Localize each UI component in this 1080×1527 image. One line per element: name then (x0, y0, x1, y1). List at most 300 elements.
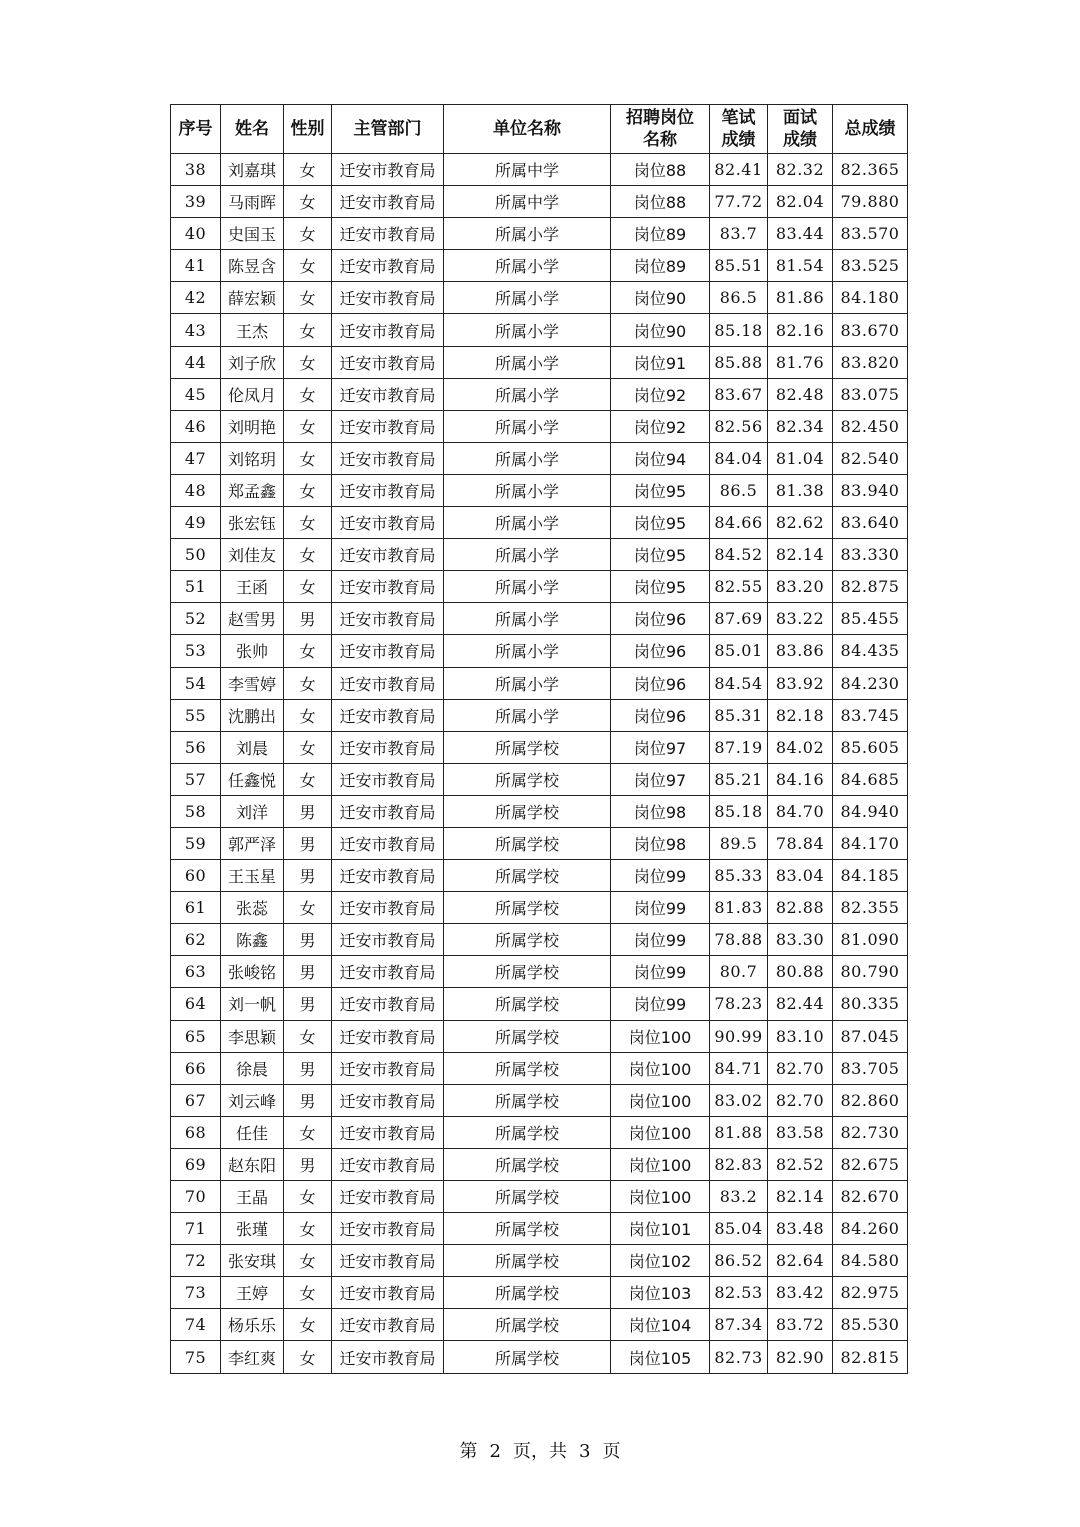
cell-dept: 迁安市教育局 (332, 1181, 444, 1213)
cell-unit: 所属学校 (444, 1213, 611, 1245)
table-row (171, 378, 908, 410)
cell-unit: 所属小学 (444, 218, 611, 250)
cell-written: 85.04 (710, 1213, 768, 1245)
cell-name: 刘洋 (221, 795, 284, 827)
cell-total: 83.525 (833, 250, 908, 282)
cell-dept: 迁安市教育局 (332, 410, 444, 442)
cell-written: 86.5 (710, 282, 768, 314)
table-row (171, 699, 908, 731)
cell-total: 80.335 (833, 988, 908, 1020)
cell-interview: 82.32 (768, 154, 833, 186)
cell-seq: 70 (171, 1181, 221, 1213)
cell-interview: 83.58 (768, 1116, 833, 1148)
cell-post: 岗位89 (611, 250, 710, 282)
cell-total: 83.705 (833, 1052, 908, 1084)
cell-gender: 女 (284, 282, 332, 314)
cell-written: 85.88 (710, 346, 768, 378)
cell-written: 81.83 (710, 892, 768, 924)
cell-post: 岗位99 (611, 892, 710, 924)
cell-interview: 82.16 (768, 314, 833, 346)
header-interview-line1: 面试 (783, 108, 817, 128)
cell-dept: 迁安市教育局 (332, 1341, 444, 1373)
table-row (171, 507, 908, 539)
cell-interview: 82.44 (768, 988, 833, 1020)
cell-interview: 83.10 (768, 1020, 833, 1052)
cell-gender: 男 (284, 1052, 332, 1084)
cell-written: 89.5 (710, 827, 768, 859)
cell-seq: 72 (171, 1245, 221, 1277)
table-body (171, 154, 908, 1374)
cell-seq: 74 (171, 1309, 221, 1341)
cell-unit: 所属小学 (444, 474, 611, 506)
table-row (171, 603, 908, 635)
cell-gender: 女 (284, 1341, 332, 1373)
header-row (171, 105, 908, 154)
cell-written: 85.18 (710, 314, 768, 346)
cell-dept: 迁安市教育局 (332, 1277, 444, 1309)
cell-unit: 所属学校 (444, 763, 611, 795)
cell-written: 83.02 (710, 1084, 768, 1116)
table-row (171, 282, 908, 314)
cell-post: 岗位88 (611, 186, 710, 218)
cell-written: 82.83 (710, 1148, 768, 1180)
cell-name: 刘一帆 (221, 988, 284, 1020)
cell-interview: 83.22 (768, 603, 833, 635)
cell-total: 84.435 (833, 635, 908, 667)
footer-page-number: 2 (489, 1441, 501, 1462)
cell-interview: 82.48 (768, 378, 833, 410)
cell-name: 陈鑫 (221, 924, 284, 956)
cell-gender: 女 (284, 1277, 332, 1309)
cell-seq: 69 (171, 1148, 221, 1180)
cell-dept: 迁安市教育局 (332, 795, 444, 827)
cell-post: 岗位90 (611, 282, 710, 314)
cell-post: 岗位97 (611, 763, 710, 795)
cell-total: 83.745 (833, 699, 908, 731)
cell-gender: 女 (284, 218, 332, 250)
cell-seq: 75 (171, 1341, 221, 1373)
cell-gender: 男 (284, 956, 332, 988)
table-row (171, 860, 908, 892)
cell-dept: 迁安市教育局 (332, 218, 444, 250)
cell-total: 82.730 (833, 1116, 908, 1148)
cell-dept: 迁安市教育局 (332, 924, 444, 956)
cell-gender: 女 (284, 731, 332, 763)
table-row (171, 1084, 908, 1116)
cell-total: 80.790 (833, 956, 908, 988)
cell-dept: 迁安市教育局 (332, 635, 444, 667)
cell-post: 岗位89 (611, 218, 710, 250)
cell-interview: 82.90 (768, 1341, 833, 1373)
table-row (171, 1245, 908, 1277)
cell-seq: 64 (171, 988, 221, 1020)
cell-unit: 所属小学 (444, 603, 611, 635)
table-row (171, 731, 908, 763)
cell-name: 张蕊 (221, 892, 284, 924)
cell-gender: 女 (284, 442, 332, 474)
cell-written: 87.69 (710, 603, 768, 635)
cell-written: 82.53 (710, 1277, 768, 1309)
cell-unit: 所属中学 (444, 154, 611, 186)
cell-unit: 所属学校 (444, 860, 611, 892)
cell-seq: 67 (171, 1084, 221, 1116)
cell-written: 84.66 (710, 507, 768, 539)
table-row (171, 892, 908, 924)
cell-interview: 82.14 (768, 1181, 833, 1213)
table-row (171, 1020, 908, 1052)
header-post-line1: 招聘岗位 (626, 108, 694, 128)
cell-dept: 迁安市教育局 (332, 378, 444, 410)
cell-written: 84.52 (710, 539, 768, 571)
table-row (171, 410, 908, 442)
cell-gender: 女 (284, 1181, 332, 1213)
cell-name: 郭严泽 (221, 827, 284, 859)
cell-dept: 迁安市教育局 (332, 988, 444, 1020)
cell-dept: 迁安市教育局 (332, 860, 444, 892)
cell-gender: 女 (284, 474, 332, 506)
cell-gender: 男 (284, 603, 332, 635)
cell-written: 82.73 (710, 1341, 768, 1373)
cell-post: 岗位99 (611, 860, 710, 892)
cell-post: 岗位97 (611, 731, 710, 763)
cell-total: 85.530 (833, 1309, 908, 1341)
cell-total: 82.875 (833, 571, 908, 603)
cell-interview: 81.38 (768, 474, 833, 506)
cell-name: 徐晨 (221, 1052, 284, 1084)
cell-gender: 女 (284, 763, 332, 795)
cell-post: 岗位95 (611, 571, 710, 603)
cell-name: 刘子欣 (221, 346, 284, 378)
cell-total: 82.450 (833, 410, 908, 442)
cell-seq: 61 (171, 892, 221, 924)
cell-gender: 女 (284, 539, 332, 571)
cell-post: 岗位98 (611, 795, 710, 827)
footer-mid: 页，共 (513, 1441, 567, 1462)
cell-post: 岗位99 (611, 924, 710, 956)
cell-written: 85.31 (710, 699, 768, 731)
cell-written: 90.99 (710, 1020, 768, 1052)
cell-written: 85.33 (710, 860, 768, 892)
cell-total: 84.260 (833, 1213, 908, 1245)
table-row (171, 1181, 908, 1213)
cell-post: 岗位95 (611, 507, 710, 539)
cell-name: 刘晨 (221, 731, 284, 763)
cell-gender: 女 (284, 154, 332, 186)
cell-interview: 83.86 (768, 635, 833, 667)
cell-dept: 迁安市教育局 (332, 154, 444, 186)
cell-post: 岗位99 (611, 988, 710, 1020)
cell-unit: 所属学校 (444, 1309, 611, 1341)
header-seq: 序号 (171, 105, 221, 154)
header-name: 姓名 (221, 105, 284, 154)
cell-written: 86.5 (710, 474, 768, 506)
header-post-line2: 名称 (643, 130, 677, 150)
cell-dept: 迁安市教育局 (332, 1213, 444, 1245)
cell-name: 刘云峰 (221, 1084, 284, 1116)
cell-total: 83.330 (833, 539, 908, 571)
cell-seq: 47 (171, 442, 221, 474)
cell-unit: 所属学校 (444, 1020, 611, 1052)
cell-seq: 54 (171, 667, 221, 699)
cell-total: 87.045 (833, 1020, 908, 1052)
cell-name: 张瑾 (221, 1213, 284, 1245)
cell-total: 83.820 (833, 346, 908, 378)
cell-post: 岗位100 (611, 1052, 710, 1084)
cell-interview: 84.16 (768, 763, 833, 795)
cell-unit: 所属小学 (444, 346, 611, 378)
cell-written: 87.19 (710, 731, 768, 763)
cell-dept: 迁安市教育局 (332, 571, 444, 603)
cell-name: 李雪婷 (221, 667, 284, 699)
cell-gender: 女 (284, 571, 332, 603)
cell-interview: 82.52 (768, 1148, 833, 1180)
cell-unit: 所属小学 (444, 410, 611, 442)
cell-name: 伦凤月 (221, 378, 284, 410)
cell-written: 85.01 (710, 635, 768, 667)
cell-unit: 所属小学 (444, 250, 611, 282)
cell-post: 岗位92 (611, 410, 710, 442)
cell-written: 81.88 (710, 1116, 768, 1148)
cell-written: 85.18 (710, 795, 768, 827)
cell-seq: 45 (171, 378, 221, 410)
table-row (171, 667, 908, 699)
cell-unit: 所属学校 (444, 1245, 611, 1277)
header-interview-line2: 成绩 (783, 130, 817, 150)
page-footer (0, 1437, 1080, 1463)
cell-post: 岗位96 (611, 635, 710, 667)
cell-unit: 所属学校 (444, 795, 611, 827)
cell-written: 85.21 (710, 763, 768, 795)
cell-interview: 82.34 (768, 410, 833, 442)
cell-seq: 66 (171, 1052, 221, 1084)
cell-dept: 迁安市教育局 (332, 314, 444, 346)
cell-gender: 男 (284, 795, 332, 827)
cell-post: 岗位100 (611, 1116, 710, 1148)
cell-dept: 迁安市教育局 (332, 346, 444, 378)
cell-gender: 女 (284, 699, 332, 731)
cell-seq: 39 (171, 186, 221, 218)
footer-total-pages: 3 (579, 1441, 591, 1462)
cell-unit: 所属小学 (444, 282, 611, 314)
table-row (171, 154, 908, 186)
results-table (170, 104, 908, 1374)
cell-gender: 女 (284, 186, 332, 218)
cell-post: 岗位100 (611, 1084, 710, 1116)
cell-unit: 所属小学 (444, 571, 611, 603)
cell-total: 82.815 (833, 1341, 908, 1373)
cell-total: 82.365 (833, 154, 908, 186)
cell-seq: 49 (171, 507, 221, 539)
cell-post: 岗位100 (611, 1148, 710, 1180)
cell-dept: 迁安市教育局 (332, 763, 444, 795)
cell-unit: 所属学校 (444, 1084, 611, 1116)
cell-dept: 迁安市教育局 (332, 539, 444, 571)
cell-post: 岗位91 (611, 346, 710, 378)
cell-name: 刘嘉琪 (221, 154, 284, 186)
cell-name: 王玉星 (221, 860, 284, 892)
cell-dept: 迁安市教育局 (332, 699, 444, 731)
cell-dept: 迁安市教育局 (332, 1245, 444, 1277)
cell-total: 84.685 (833, 763, 908, 795)
cell-post: 岗位102 (611, 1245, 710, 1277)
cell-interview: 83.04 (768, 860, 833, 892)
cell-interview: 83.72 (768, 1309, 833, 1341)
cell-dept: 迁安市教育局 (332, 1084, 444, 1116)
cell-dept: 迁安市教育局 (332, 186, 444, 218)
cell-seq: 38 (171, 154, 221, 186)
cell-name: 陈昱含 (221, 250, 284, 282)
cell-interview: 80.88 (768, 956, 833, 988)
cell-seq: 41 (171, 250, 221, 282)
cell-interview: 83.20 (768, 571, 833, 603)
cell-written: 78.88 (710, 924, 768, 956)
cell-dept: 迁安市教育局 (332, 1309, 444, 1341)
cell-total: 79.880 (833, 186, 908, 218)
cell-total: 82.675 (833, 1148, 908, 1180)
cell-name: 赵雪男 (221, 603, 284, 635)
cell-seq: 43 (171, 314, 221, 346)
cell-seq: 62 (171, 924, 221, 956)
cell-unit: 所属学校 (444, 1148, 611, 1180)
cell-total: 83.940 (833, 474, 908, 506)
cell-total: 83.670 (833, 314, 908, 346)
cell-gender: 男 (284, 1148, 332, 1180)
cell-dept: 迁安市教育局 (332, 250, 444, 282)
cell-dept: 迁安市教育局 (332, 731, 444, 763)
table-row (171, 1052, 908, 1084)
cell-interview: 82.64 (768, 1245, 833, 1277)
cell-unit: 所属学校 (444, 1277, 611, 1309)
cell-interview: 81.54 (768, 250, 833, 282)
cell-unit: 所属学校 (444, 827, 611, 859)
cell-name: 王婷 (221, 1277, 284, 1309)
cell-dept: 迁安市教育局 (332, 507, 444, 539)
cell-name: 马雨晖 (221, 186, 284, 218)
cell-written: 84.04 (710, 442, 768, 474)
cell-dept: 迁安市教育局 (332, 956, 444, 988)
table-row (171, 795, 908, 827)
table-row (171, 571, 908, 603)
cell-total: 84.940 (833, 795, 908, 827)
cell-interview: 82.14 (768, 539, 833, 571)
cell-seq: 73 (171, 1277, 221, 1309)
cell-total: 82.975 (833, 1277, 908, 1309)
cell-gender: 女 (284, 346, 332, 378)
cell-gender: 男 (284, 924, 332, 956)
cell-dept: 迁安市教育局 (332, 442, 444, 474)
cell-written: 83.67 (710, 378, 768, 410)
cell-unit: 所属小学 (444, 378, 611, 410)
cell-gender: 女 (284, 410, 332, 442)
cell-gender: 女 (284, 1213, 332, 1245)
cell-total: 81.090 (833, 924, 908, 956)
cell-post: 岗位100 (611, 1181, 710, 1213)
cell-seq: 57 (171, 763, 221, 795)
table-row (171, 1277, 908, 1309)
cell-gender: 女 (284, 1245, 332, 1277)
cell-unit: 所属学校 (444, 956, 611, 988)
cell-unit: 所属学校 (444, 1052, 611, 1084)
cell-dept: 迁安市教育局 (332, 282, 444, 314)
cell-gender: 女 (284, 507, 332, 539)
header-gender: 性别 (284, 105, 332, 154)
cell-total: 85.605 (833, 731, 908, 763)
cell-seq: 59 (171, 827, 221, 859)
cell-unit: 所属学校 (444, 892, 611, 924)
cell-interview: 82.62 (768, 507, 833, 539)
cell-name: 史国玉 (221, 218, 284, 250)
table-row (171, 474, 908, 506)
cell-seq: 53 (171, 635, 221, 667)
footer-prefix: 第 (459, 1441, 478, 1462)
cell-name: 王函 (221, 571, 284, 603)
cell-dept: 迁安市教育局 (332, 1116, 444, 1148)
cell-written: 82.41 (710, 154, 768, 186)
cell-name: 刘明艳 (221, 410, 284, 442)
cell-name: 杨乐乐 (221, 1309, 284, 1341)
cell-total: 84.170 (833, 827, 908, 859)
cell-name: 任鑫悦 (221, 763, 284, 795)
cell-total: 84.230 (833, 667, 908, 699)
cell-interview: 83.92 (768, 667, 833, 699)
cell-interview: 82.88 (768, 892, 833, 924)
cell-gender: 男 (284, 827, 332, 859)
cell-interview: 78.84 (768, 827, 833, 859)
cell-name: 张宏钰 (221, 507, 284, 539)
cell-written: 84.54 (710, 667, 768, 699)
cell-unit: 所属学校 (444, 1116, 611, 1148)
cell-gender: 女 (284, 635, 332, 667)
cell-total: 84.185 (833, 860, 908, 892)
table-row (171, 1213, 908, 1245)
cell-name: 刘铭玥 (221, 442, 284, 474)
cell-post: 岗位101 (611, 1213, 710, 1245)
table-row (171, 186, 908, 218)
cell-seq: 56 (171, 731, 221, 763)
cell-post: 岗位96 (611, 699, 710, 731)
cell-dept: 迁安市教育局 (332, 474, 444, 506)
cell-gender: 女 (284, 1116, 332, 1148)
cell-interview: 81.86 (768, 282, 833, 314)
cell-written: 84.71 (710, 1052, 768, 1084)
cell-name: 薛宏颖 (221, 282, 284, 314)
cell-total: 85.455 (833, 603, 908, 635)
cell-written: 83.7 (710, 218, 768, 250)
cell-name: 李红爽 (221, 1341, 284, 1373)
cell-dept: 迁安市教育局 (332, 667, 444, 699)
table-row (171, 956, 908, 988)
cell-interview: 82.70 (768, 1052, 833, 1084)
cell-post: 岗位105 (611, 1341, 710, 1373)
cell-post: 岗位95 (611, 539, 710, 571)
table-row (171, 635, 908, 667)
header-post (611, 105, 710, 154)
cell-interview: 81.04 (768, 442, 833, 474)
cell-seq: 50 (171, 539, 221, 571)
cell-dept: 迁安市教育局 (332, 1148, 444, 1180)
cell-interview: 83.42 (768, 1277, 833, 1309)
cell-unit: 所属学校 (444, 1181, 611, 1213)
cell-written: 83.2 (710, 1181, 768, 1213)
cell-unit: 所属小学 (444, 699, 611, 731)
header-written-line2: 成绩 (721, 130, 756, 150)
table-row (171, 314, 908, 346)
header-total: 总成绩 (833, 105, 908, 154)
cell-unit: 所属小学 (444, 507, 611, 539)
cell-post: 岗位99 (611, 956, 710, 988)
cell-gender: 女 (284, 314, 332, 346)
cell-seq: 58 (171, 795, 221, 827)
